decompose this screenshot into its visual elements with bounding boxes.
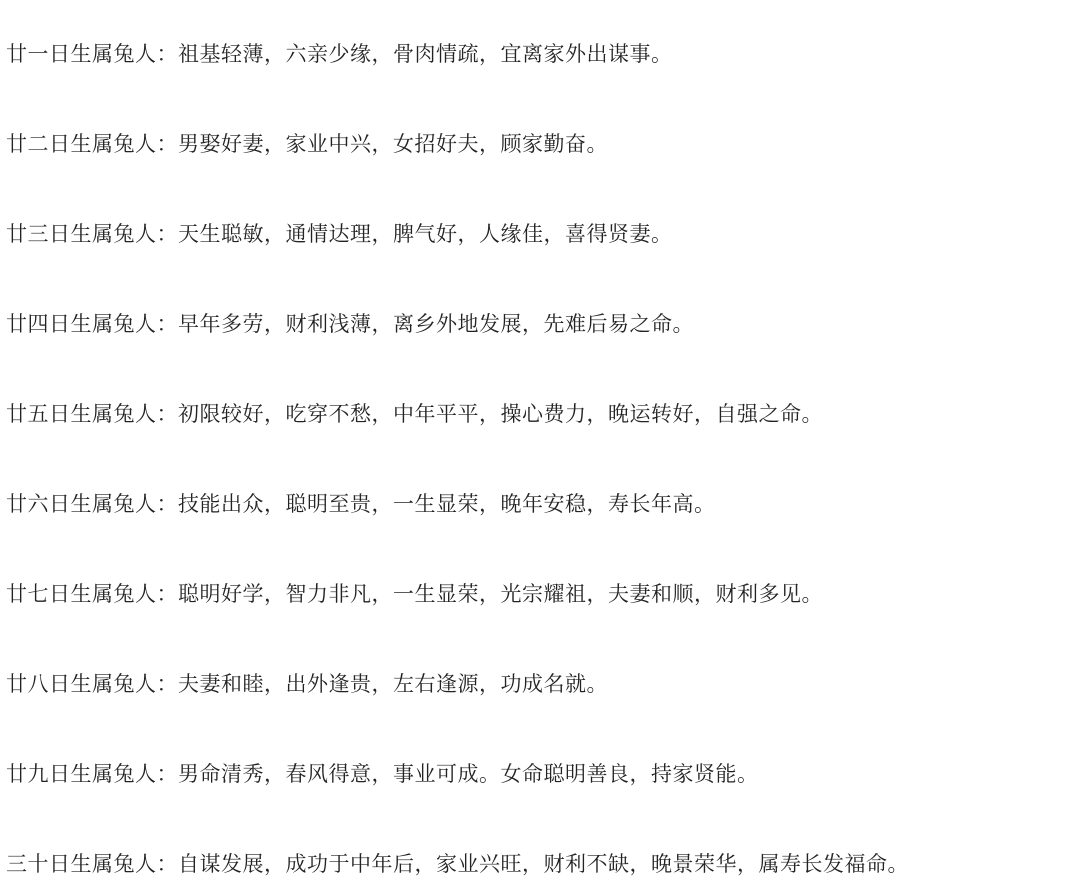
text-line: 廿一日生属兔人：祖基轻薄，六亲少缘，骨肉情疏，宜离家外出谋事。 — [6, 43, 673, 66]
text-line: 廿八日生属兔人：夫妻和睦，出外逢贵，左右逢源，功成名就。 — [6, 673, 608, 696]
text-line: 廿三日生属兔人：天生聪敏，通情达理，脾气好，人缘佳，喜得贤妻。 — [6, 223, 673, 246]
text-line: 廿四日生属兔人：早年多劳，财利浅薄，离乡外地发展，先难后易之命。 — [6, 313, 694, 336]
text-line: 廿六日生属兔人：技能出众，聪明至贵，一生显荣，晚年安稳，寿长年高。 — [6, 493, 716, 516]
text-line: 廿二日生属兔人：男娶好妻，家业中兴，女招好夫，顾家勤奋。 — [6, 133, 608, 156]
text-line: 廿七日生属兔人：聪明好学，智力非凡，一生显荣，光宗耀祖，夫妻和顺，财利多见。 — [6, 583, 823, 606]
text-line: 廿九日生属兔人：男命清秀，春风得意，事业可成。女命聪明善良，持家贤能。 — [6, 763, 759, 786]
text-line: 三十日生属兔人：自谋发展，成功于中年后，家业兴旺，财利不缺，晚景荣华，属寿长发福命。 — [6, 853, 909, 876]
text-line: 廿五日生属兔人：初限较好，吃穿不愁，中年平平，操心费力，晚运转好，自强之命。 — [6, 403, 823, 426]
